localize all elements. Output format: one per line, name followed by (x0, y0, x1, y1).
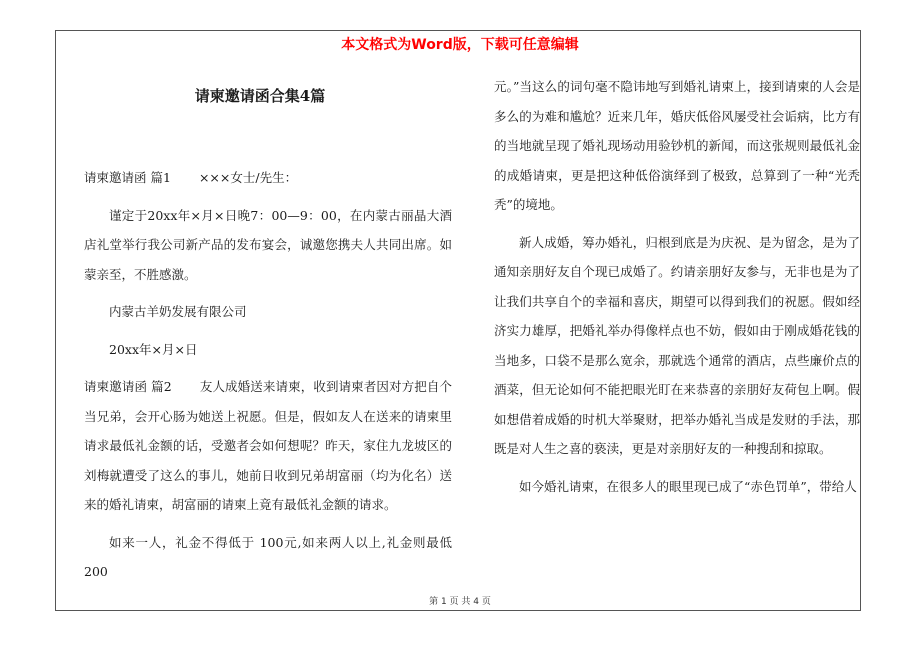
invitation-1-date: 20xx年×月×日 (109, 341, 198, 357)
section-label-1: 请柬邀请函 篇1 (84, 170, 171, 185)
gift-amount-paragraph: 如来一人，礼金不得低于 100元,如来两人以上,礼金则最低 200 (84, 534, 452, 579)
greeting: ×××女士/先生： (198, 170, 298, 185)
page-number: 第 1 页 共 4 页 (429, 597, 491, 607)
invitation-2-text: 友人成婚送来请柬，收到请柬者因对方把自个当兄弟，会开心肠为她送上祝愿。但是，假如友人在送来的请柬里请求最低礼金额的话，受邀者会如何想呢？昨天，家住九龙坡区的刘梅就遭受了这么的事儿，她前日收到兄弟胡富丽（均为化名）送来的婚礼请柬，胡富丽的请柬上竟有最低礼金额的请求。 (84, 379, 452, 512)
paragraph-newlyweds: 新人成婚，筹办婚礼，归根到底是为庆祝、是为留念，是为了通知亲朋好友自个现已成婚了。约请亲朋好友参与，无非也是为了让我们共享自个的幸福和喜庆，期望可以得到我们的祝愿。假如经济实力雄厚，把婚礼举办得像样点也不妨，假如由于刚成婚花钱的当地多，口袋不是那么宽余，那就选个通常的酒店，点些廉价点的酒菜，但无论如何不能把眼光盯在来恭喜的亲朋好友荷包上啊。假如想借着成婚的时机大举聚财，把举办婚礼当成是发财的手法，那既是对人生之喜的亵渎，更是对亲朋好友的一种搜刮和掠取。 (494, 234, 860, 456)
word-format-banner: 本文格式为Word版，下载可任意编辑 (341, 37, 579, 53)
invitation-1-company: 内蒙古羊奶发展有限公司 (109, 304, 247, 319)
paragraph-continuation: 元。”当这么的词句毫不隐讳地写到婚礼请柬上，接到请柬的人会是多么的为难和尴尬？近来几年，婚庆低俗风屡受社会诟病，比方有的当地就呈现了婚礼现场动用验钞机的新闻，而这张规则最低礼金的成婚请柬，更是把这种低俗演绎到了极致，总算到了一种“光秃秃”的境地。 (494, 79, 860, 212)
right-column (494, 72, 860, 509)
document-title: 请柬邀请函合集4篇 (194, 87, 326, 105)
left-column (84, 163, 452, 595)
invitation-1-body: 谨定于20xx年×月×日晚7：00—9：00，在内蒙古丽晶大酒店礼堂举行我公司新产品的发布宴会，诚邀您携夫人共同出席。如蒙亲至，不胜感激。 (84, 207, 452, 282)
section-label-2: 请柬邀请函 篇2 (84, 379, 172, 394)
invitation-1-heading (84, 163, 452, 193)
paragraph-red-ticket: 如今婚礼请柬，在很多人的眼里现已成了“赤色罚单”，带给人 (519, 478, 857, 494)
invitation-2-paragraph (84, 372, 452, 520)
